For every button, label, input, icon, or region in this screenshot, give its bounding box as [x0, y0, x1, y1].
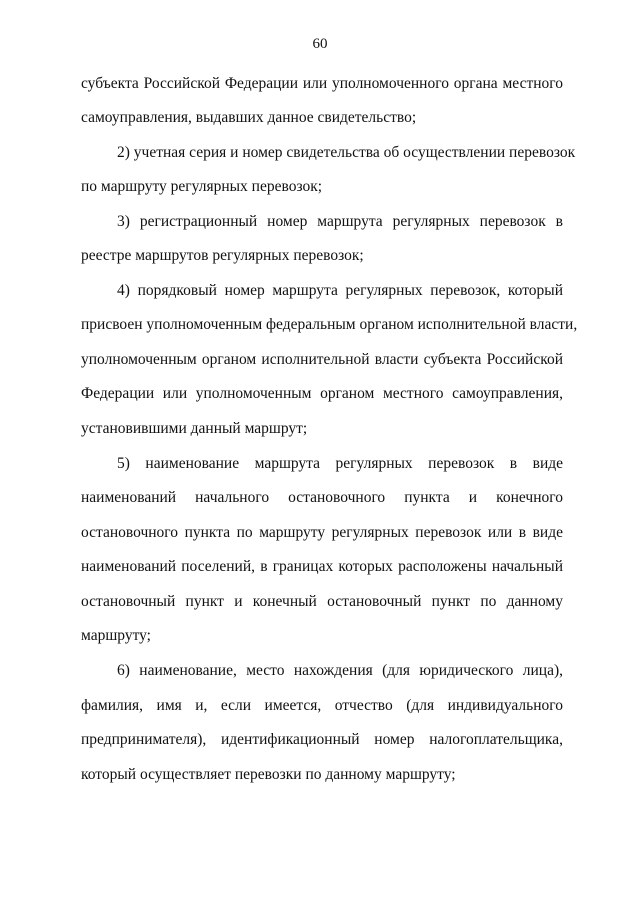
text-line: остановочный пункт и конечный остановочный пункт по данному: [81, 593, 563, 610]
list-item-2-start: 2) учетная серия и номер свидетельства об осуществлении перевозок: [117, 144, 576, 161]
page-number: 60: [312, 36, 328, 52]
text-line: установившими данный маршрут;: [81, 420, 308, 437]
list-item-3-start: 3) регистрационный номер маршрута регулярных перевозок в: [117, 213, 563, 230]
text-line: самоуправления, выдавших данное свидетельство;: [81, 109, 417, 126]
text-line: реестре маршрутов регулярных перевозок;: [81, 247, 364, 264]
text-line: уполномоченным органом исполнительной власти субъекта Российской: [81, 351, 563, 368]
text-line: который осуществляет перевозки по данному маршруту;: [81, 766, 456, 783]
text-line: наименований начального остановочного пункта и конечного: [81, 489, 563, 506]
text-line: Федерации или уполномоченным органом местного самоуправления,: [81, 385, 563, 402]
text-line: остановочного пункта по маршруту регулярных перевозок или в виде: [81, 524, 563, 541]
list-item-4-start: 4) порядковый номер маршрута регулярных перевозок, который: [117, 282, 563, 299]
text-line: предпринимателя), идентификационный номер налогоплательщика,: [81, 731, 563, 748]
list-item-6-start: 6) наименование, место нахождения (для юридического лица),: [117, 662, 563, 679]
list-item-5-start: 5) наименование маршрута регулярных перевозок в виде: [117, 455, 563, 472]
text-line: маршруту;: [81, 627, 151, 644]
text-line: по маршруту регулярных перевозок;: [81, 178, 323, 195]
text-line: присвоен уполномоченным федеральным органом исполнительной власти,: [81, 316, 578, 333]
text-line: субъекта Российской Федерации или уполномоченного органа местного: [81, 75, 563, 92]
text-line: наименований поселений, в границах которых расположены начальный: [81, 558, 563, 575]
text-line: фамилия, имя и, если имеется, отчество (для индивидуального: [81, 697, 563, 714]
